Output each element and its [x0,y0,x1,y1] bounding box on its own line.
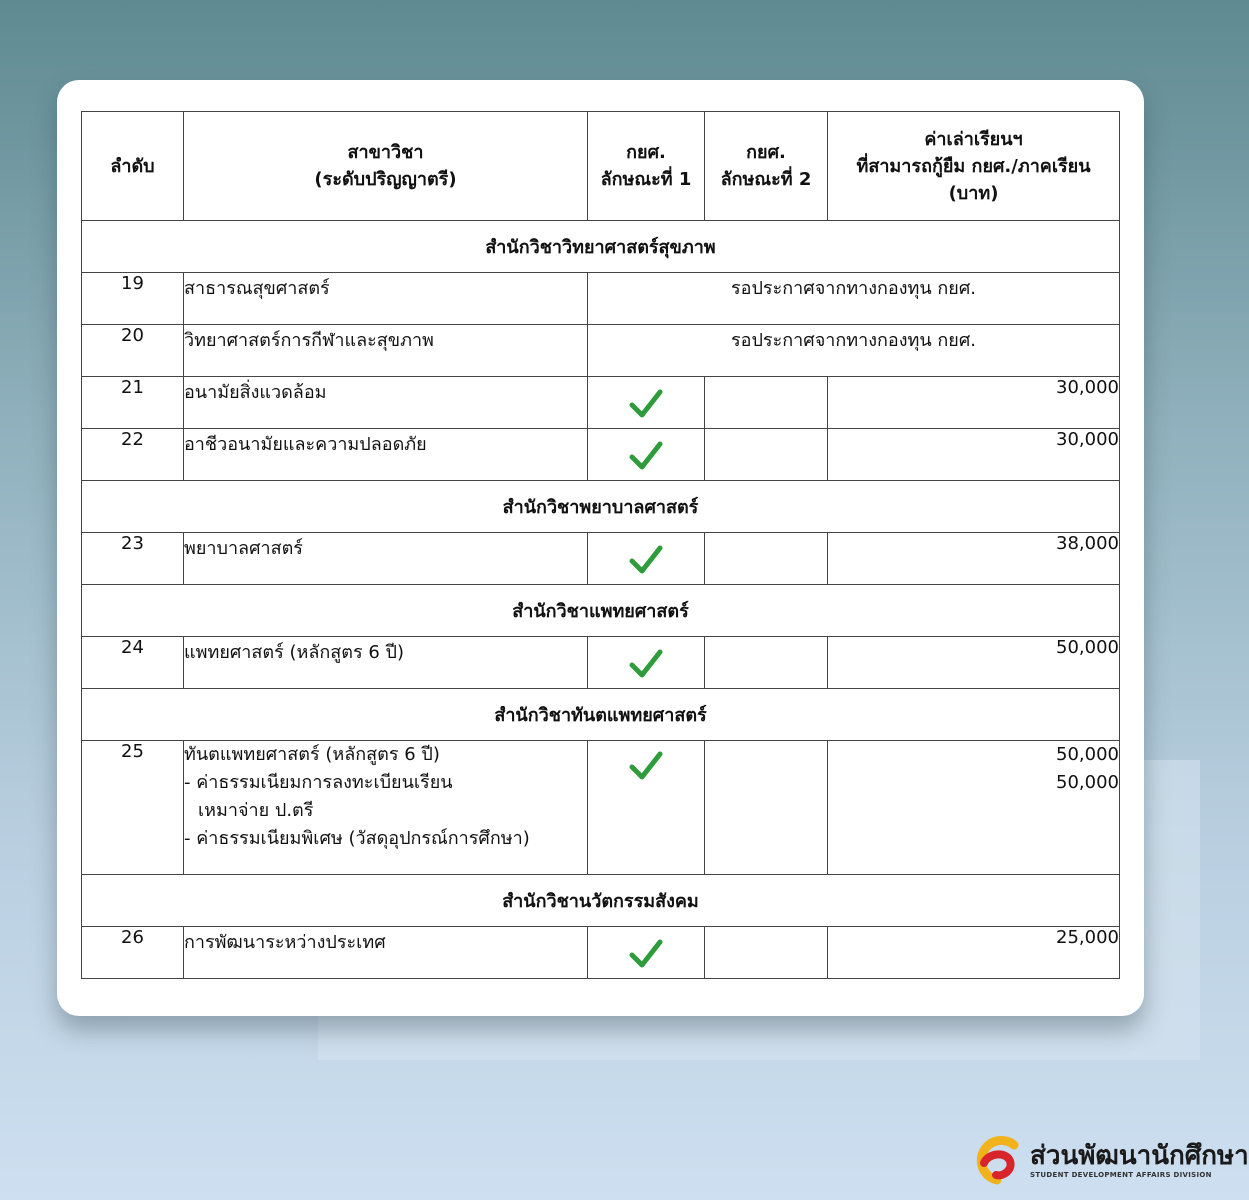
section-title: สำนักวิชาทันตแพทยศาสตร์ [82,689,1120,741]
header-type1-line2: ลักษณะที่ 1 [600,169,692,190]
checkmark-icon [630,751,662,786]
major-name-block [184,741,588,875]
checkmark-icon [630,939,662,974]
major-name: วิทยาศาสตร์การกีฬาและสุขภาพ [184,325,588,377]
row-number: 22 [82,429,184,481]
type2-cell [705,637,828,689]
pending-note: รอประกาศจากทางกองทุน กยศ. [588,273,1120,325]
major-name: อนามัยสิ่งแวดล้อม [184,377,588,429]
header-major [184,112,588,221]
type1-cell [588,927,705,979]
pending-note: รอประกาศจากทางกองทุน กยศ. [588,325,1120,377]
fee-amount: 30,000 [828,377,1120,429]
section-row-medicine [82,585,1120,637]
section-title: สำนักวิชานวัตกรรมสังคม [82,875,1120,927]
fee-amount-block [828,741,1120,875]
fee-amount: 25,000 [828,927,1120,979]
logo-subtitle: STUDENT DEVELOPMENT AFFAIRS DIVISION [1030,1171,1212,1179]
table-card [57,80,1144,1016]
type1-cell [588,429,705,481]
fee-amount: 50,000 [828,637,1120,689]
fee-amount: 38,000 [828,533,1120,585]
loan-fee-table [81,111,1120,979]
type1-cell [588,637,705,689]
type2-cell [705,741,828,875]
table-row [82,429,1120,481]
major-name: อาชีวอนามัยและความปลอดภัย [184,429,588,481]
major-name: สาธารณสุขศาสตร์ [184,273,588,325]
fee-amount: 50,000 [1056,772,1119,793]
type2-cell [705,927,828,979]
checkmark-icon [630,441,662,476]
header-type1 [588,112,705,221]
row-number: 24 [82,637,184,689]
table-header-row [82,112,1120,221]
header-fee-line2: ที่สามารถกู้ยืม กยศ./ภาคเรียน [856,155,1091,177]
row-number: 19 [82,273,184,325]
table-row [82,927,1120,979]
checkmark-icon [630,545,662,580]
row-number: 25 [82,741,184,875]
table-row [82,273,1120,325]
type1-cell [588,533,705,585]
checkmark-icon [630,389,662,424]
logo-mark-icon [970,1133,1024,1187]
section-title: สำนักวิชาแพทยศาสตร์ [82,585,1120,637]
table-row [82,377,1120,429]
type2-cell [705,429,828,481]
section-title: สำนักวิชาวิทยาศาสตร์สุขภาพ [82,221,1120,273]
header-order: ลำดับ [82,112,184,221]
fee-item-registration-cont: เหมาจ่าย ป.ตรี [198,800,314,821]
table-row [82,741,1120,875]
fee-amount: 50,000 [1056,744,1119,765]
major-name: ทันตแพทยศาสตร์ (หลักสูตร 6 ปี) [184,744,440,765]
major-name: การพัฒนาระหว่างประเทศ [184,927,588,979]
major-name: พยาบาลศาสตร์ [184,533,588,585]
table-row [82,533,1120,585]
row-number: 21 [82,377,184,429]
header-major-line1: สาขาวิชา [347,142,424,163]
checkmark-icon [630,649,662,684]
major-name: แพทยศาสตร์ (หลักสูตร 6 ปี) [184,637,588,689]
header-fee-line1: ค่าเล่าเรียนฯ [924,128,1023,150]
section-row-nursing [82,481,1120,533]
header-type2-line2: ลักษณะที่ 2 [720,169,812,190]
header-fee [828,112,1120,221]
fee-item-registration: - ค่าธรรมเนียมการลงทะเบียนเรียน [184,772,453,793]
row-number: 26 [82,927,184,979]
type2-cell [705,377,828,429]
section-row-social [82,875,1120,927]
section-row-dentistry [82,689,1120,741]
row-number: 23 [82,533,184,585]
row-number: 20 [82,325,184,377]
fee-amount: 30,000 [828,429,1120,481]
section-title: สำนักวิชาพยาบาลศาสตร์ [82,481,1120,533]
table-row [82,637,1120,689]
logo-title: ส่วนพัฒนานักศึกษา [1030,1141,1249,1171]
header-major-line2: (ระดับปริญญาตรี) [314,169,457,190]
section-row-health [82,221,1120,273]
header-type1-line1: กยศ. [626,142,666,163]
table-row [82,325,1120,377]
division-logo [970,1133,1249,1187]
type1-cell [588,741,705,875]
fee-item-special: - ค่าธรรมเนียมพิเศษ (วัสดุอุปกรณ์การศึกษา) [184,828,530,849]
type1-cell [588,377,705,429]
header-fee-line3: (บาท) [948,182,999,204]
header-type2 [705,112,828,221]
header-type2-line1: กยศ. [746,142,786,163]
type2-cell [705,533,828,585]
